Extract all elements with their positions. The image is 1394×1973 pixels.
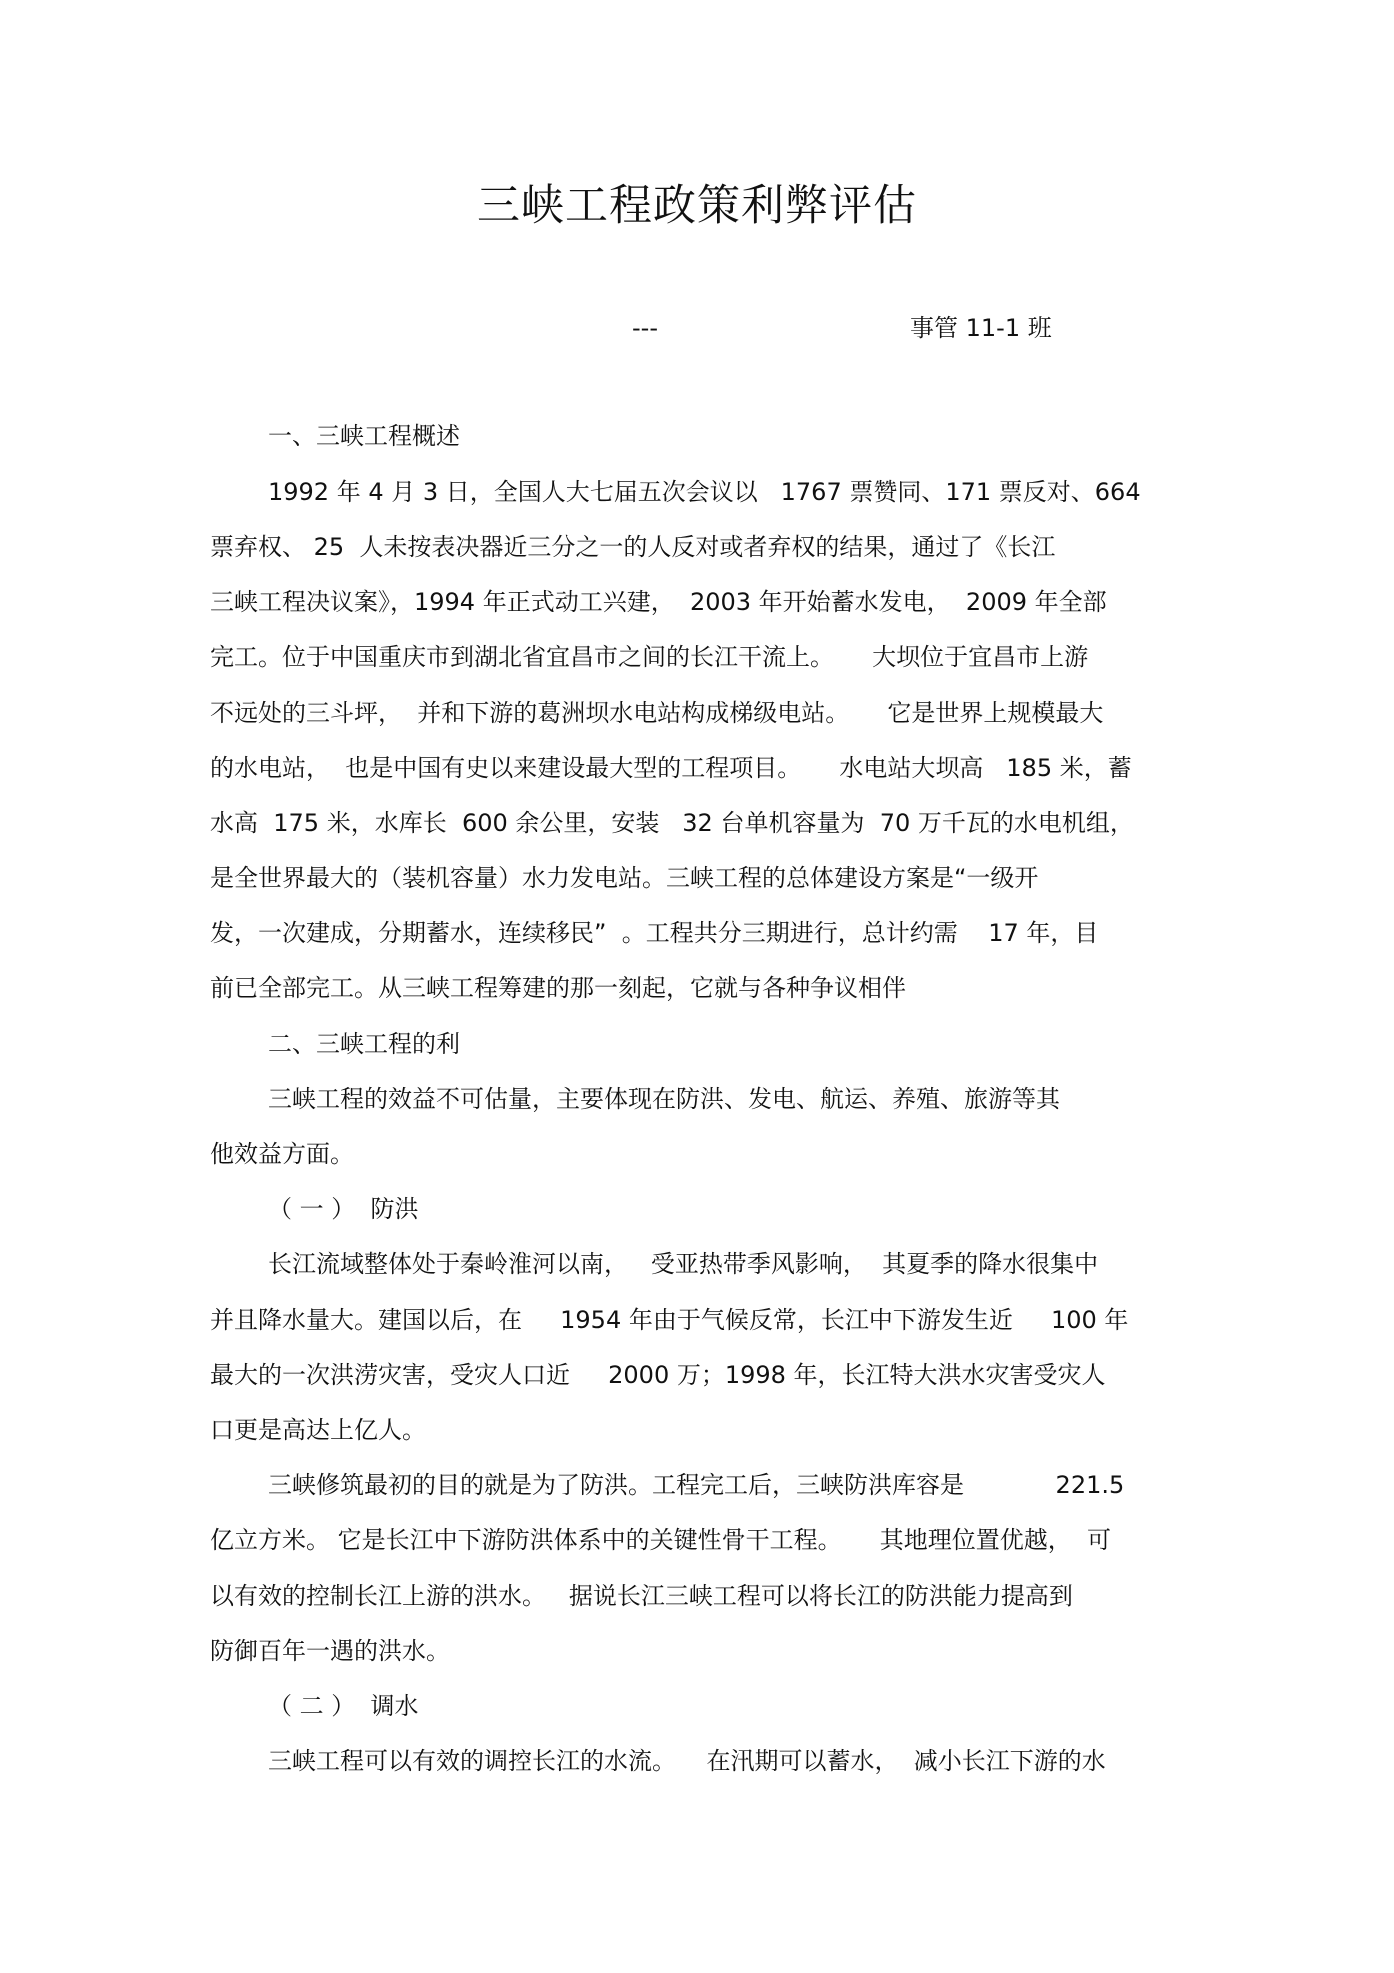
body-line: 口更是高达上亿人。 xyxy=(210,1416,426,1444)
body-line: 防御百年一遇的洪水。 xyxy=(210,1637,450,1665)
body-line: 1992 年 4 月 3 日，全国人大七届五次会议以 1767 票赞同、171 票反对、664 xyxy=(268,478,1141,506)
section-heading-overview: 一、三峡工程概述 xyxy=(268,422,460,450)
body-line: 发，一次建成，分期蓄水，连续移民” 。工程共分三期进行，总计约需 17 年，目 xyxy=(210,919,1099,947)
body-line: 前已全部完工。从三峡工程筹建的那一刻起，它就与各种争议相伴 xyxy=(210,974,906,1002)
body-line: 三峡工程决议案》，1994 年正式动工兴建， 2003 年开始蓄水发电， 2009 年全部 xyxy=(210,588,1107,616)
body-line: 亿立方米。 它是长江中下游防洪体系中的关键性骨干工程。 其地理位置优越， 可 xyxy=(210,1526,1112,1554)
section-heading-benefits: 二、三峡工程的利 xyxy=(268,1030,460,1058)
body-line: 完工。位于中国重庆市到湖北省宜昌市之间的长江干流上。 大坝位于宜昌市上游 xyxy=(210,643,1089,671)
body-line: 三峡工程的效益不可估量，主要体现在防洪、发电、航运、养殖、旅游等其 xyxy=(268,1085,1060,1113)
subsection-heading-flood-control: （ 一 ） 防洪 xyxy=(268,1195,419,1223)
body-line: 不远处的三斗坪， 并和下游的葛洲坝水电站构成梯级电站。 它是世界上规模最大 xyxy=(210,699,1104,727)
body-line: 他效益方面。 xyxy=(210,1140,354,1168)
body-line: 以有效的控制长江上游的洪水。 据说长江三峡工程可以将长江的防洪能力提高到 xyxy=(210,1582,1073,1610)
body-line: 最大的一次洪涝灾害，受灾人口近 2000 万；1998 年，长江特大洪水灾害受灾人 xyxy=(210,1361,1106,1389)
subsection-heading-water-regulation: （ 二 ） 调水 xyxy=(268,1692,419,1720)
byline-class: 事管 11-1 班 xyxy=(910,314,1052,342)
byline-dash: --- xyxy=(632,314,658,342)
body-line: 票弃权、 25 人未按表决器近三分之一的人反对或者弃权的结果，通过了《长江 xyxy=(210,533,1056,561)
body-line: 三峡工程可以有效的调控长江的水流。 在汛期可以蓄水， 减小长江下游的水 xyxy=(268,1747,1106,1775)
body-line: 长江流域整体处于秦岭淮河以南， 受亚热带季风影响， 其夏季的降水很集中 xyxy=(268,1250,1099,1278)
body-line: 并且降水量大。建国以后，在 1954 年由于气候反常，长江中下游发生近 100 年 xyxy=(210,1306,1129,1334)
body-line: 三峡修筑最初的目的就是为了防洪。工程完工后，三峡防洪库容是 221.5 xyxy=(268,1471,1125,1499)
body-line: 是全世界最大的（装机容量）水力发电站。三峡工程的总体建设方案是“一级开 xyxy=(210,864,1039,892)
body-line: 的水电站， 也是中国有史以来建设最大型的工程项目。 水电站大坝高 185 米，蓄 xyxy=(210,754,1132,782)
body-line: 水高 175 米，水库长 600 余公里，安装 32 台单机容量为 70 万千瓦的水电机组， xyxy=(210,809,1134,837)
document-title: 三峡工程政策利弊评估 xyxy=(477,181,917,231)
